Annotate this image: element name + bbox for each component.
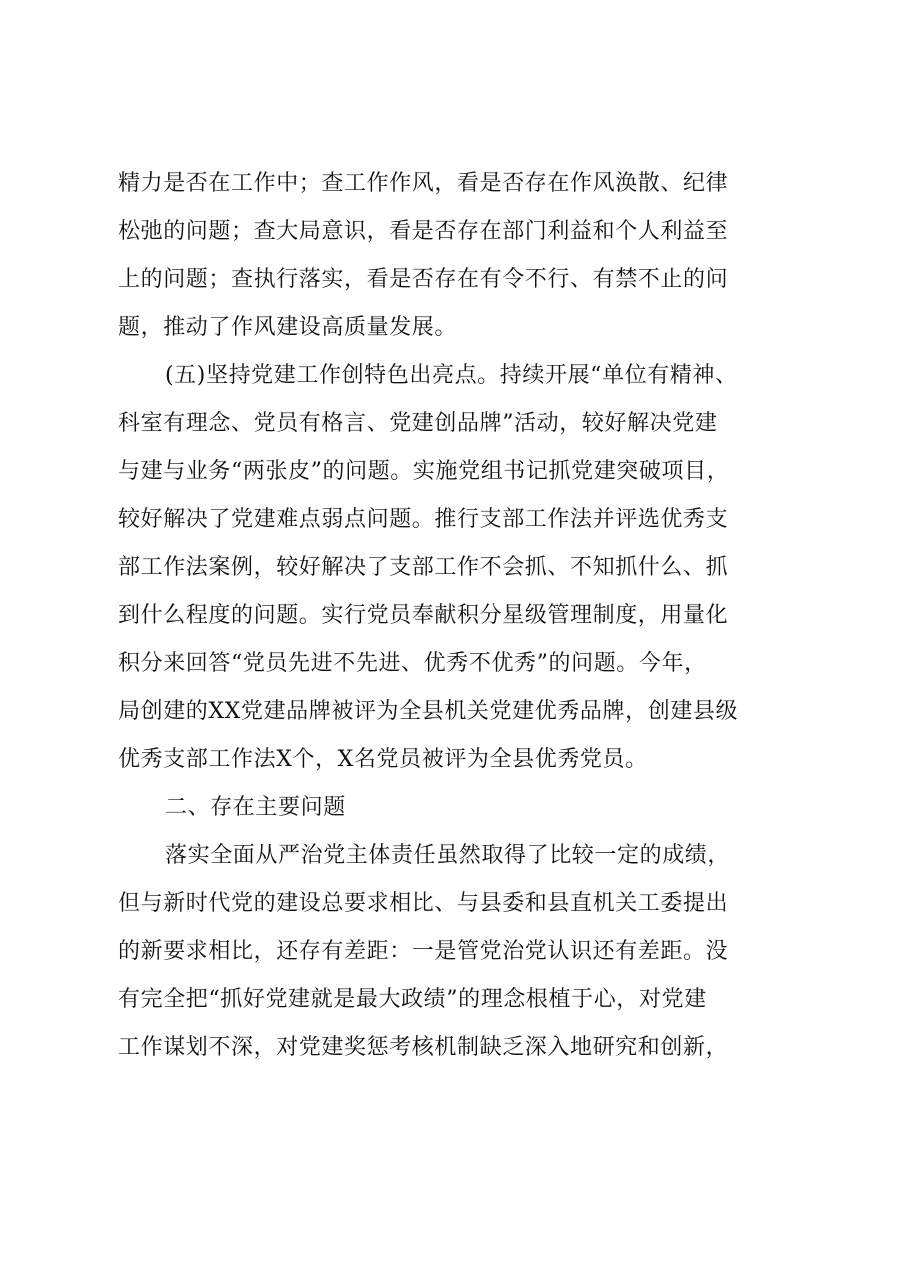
text-line: 部工作法案例，较好解决了支部工作不会抓、不知抓什么、抓 — [118, 555, 729, 580]
text-line: 与建与业务“两张皮”的问题。实施党组书记抓党建突破项目， — [118, 459, 730, 484]
text-line: 松弛的问题；查大局意识，看是否存在部门利益和个人利益至 — [118, 219, 729, 244]
text-line: 到什么程度的问题。实行党员奉献积分星级管理制度，用量化 — [118, 603, 729, 628]
text-line: 有完全把“抓好党建就是最大政绩”的理念根植于心，对党建 — [118, 987, 707, 1012]
text-line: 题，推动了作风建设高质量发展。 — [118, 315, 458, 340]
text-line: 上的问题；查执行落实，看是否存在有令不行、有禁不止的问 — [118, 267, 729, 292]
paragraph-heading-line: (五)坚持党建工作创特色出亮点。持续开展“单位有精神、 — [165, 363, 738, 388]
text-line: 优秀支部工作法X个，X名党员被评为全县优秀党员。 — [118, 747, 648, 772]
document-body — [118, 160, 798, 1072]
text-line: 精力是否在工作中；查工作作风，看是否存在作风涣散、纪律 — [118, 171, 729, 196]
text-line: 但与新时代党的建设总要求相比、与县委和县直机关工委提出 — [118, 891, 729, 916]
text-line: 较好解决了党建难点弱点问题。推行支部工作法并评选优秀支 — [118, 507, 729, 532]
paragraph-first-line: 落实全面从严治党主体责任虽然取得了比较一定的成绩， — [165, 843, 731, 868]
text-line: 工作谋划不深，对党建奖惩考核机制缺乏深入地研究和创新， — [118, 1035, 729, 1060]
text-line: 科室有理念、党员有格言、党建创品牌”活动，较好解决党建 — [118, 411, 718, 436]
text-line: 积分来回答“党员先进不先进、优秀不优秀”的问题。今年， — [118, 651, 707, 676]
section-heading: 二、存在主要问题 — [165, 795, 346, 820]
text-line: 的新要求相比，还存有差距：一是管党治党认识还有差距。没 — [118, 939, 729, 964]
text-line: 局创建的XX党建品牌被评为全县机关党建优秀品牌，创建县级 — [118, 699, 739, 724]
